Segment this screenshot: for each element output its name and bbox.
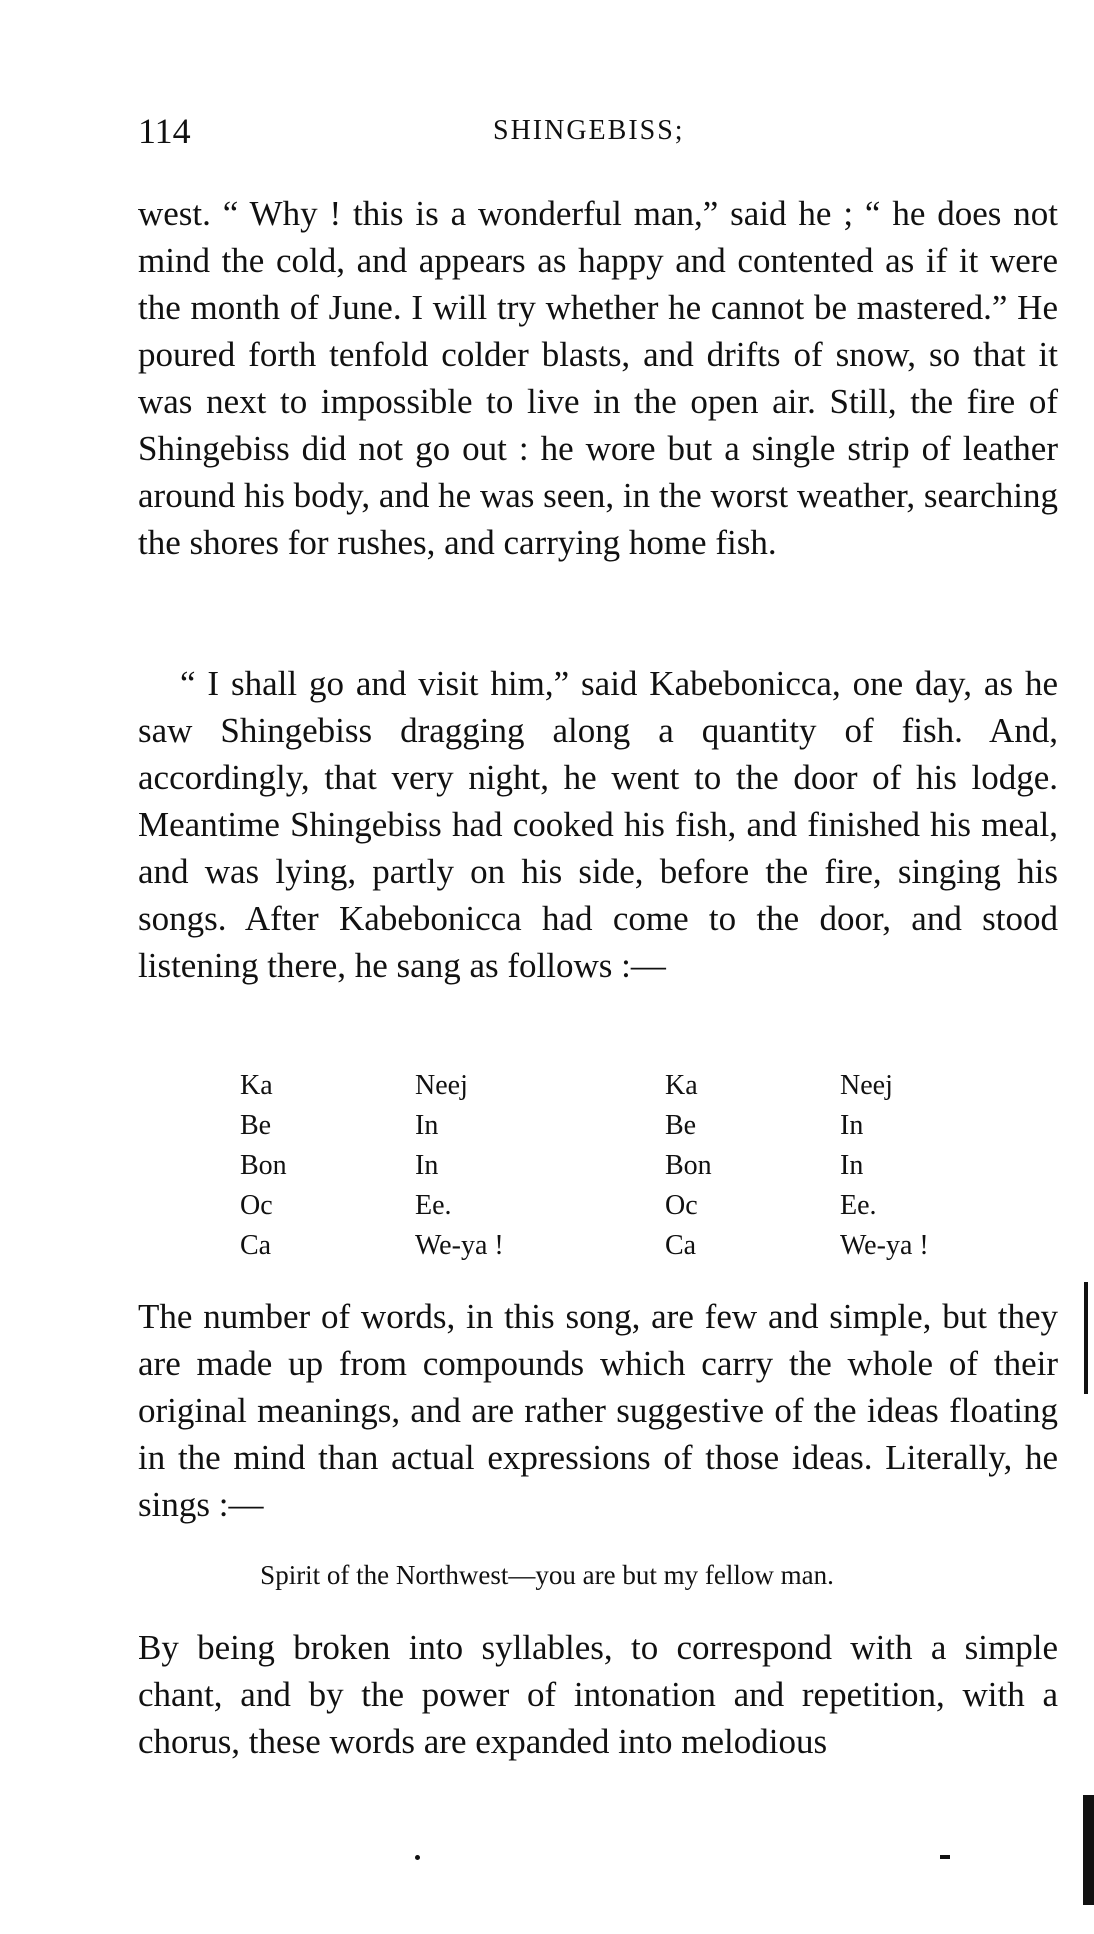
song-cell: Oc xyxy=(665,1190,698,1221)
song-cell: Ee. xyxy=(415,1190,452,1221)
song-cell: Ee. xyxy=(840,1190,877,1221)
song-cell: Neej xyxy=(415,1070,468,1101)
song-cell: In xyxy=(415,1150,439,1181)
song-cell: Neej xyxy=(840,1070,893,1101)
song-row xyxy=(240,1146,960,1186)
song-cell: Oc xyxy=(240,1190,273,1221)
song-cell: Be xyxy=(240,1110,272,1141)
song-cell: In xyxy=(840,1110,864,1141)
paragraph-2: “ I shall go and visit him,” said Kabebonicca, one day, as he saw Shingebiss dragging along a quantity of fish. And, accordingly, that very night, he went to the door of his lodge. Meantime Shingebiss had cooked his fish, and finished his meal, and was lying, partly on his side, before the fire, singing his songs. After Kabebonicca had come to the door, and stood listening there, he sang as follows :— xyxy=(138,664,1058,985)
running-head: SHINGEBISS; xyxy=(493,115,685,146)
paragraph-3: The number of words, in this song, are few and simple, but they are made up from compounds which carry the whole of their original meanings, and are rather suggestive of the ideas floating in the mind than actual expressions of those ideas. Literally, he sings :— xyxy=(138,1297,1058,1524)
song-cell: Ca xyxy=(665,1230,697,1261)
song-cell: In xyxy=(840,1150,864,1181)
song-row xyxy=(240,1226,960,1266)
song-cell: Ka xyxy=(665,1070,698,1101)
song-cell: Be xyxy=(665,1110,697,1141)
ink-speck xyxy=(940,1855,950,1859)
paragraph-4: By being broken into syllables, to correspond with a simple chant, and by the power of intonation and repetition, with a chorus, these words are expanded into melodious xyxy=(138,1628,1058,1761)
page-number: 114 xyxy=(138,111,191,151)
page-header xyxy=(138,108,1058,154)
song-row xyxy=(240,1106,960,1146)
song-row xyxy=(240,1186,960,1226)
scan-edge-mark xyxy=(1083,1795,1094,1905)
song-cell: In xyxy=(415,1110,439,1141)
song-cell: Bon xyxy=(665,1150,712,1181)
song-row xyxy=(240,1066,960,1106)
translated-verse: Spirit of the Northwest—you are but my fellow man. xyxy=(260,1560,834,1590)
song-cell: Bon xyxy=(240,1150,287,1181)
scan-edge-mark xyxy=(1084,1282,1088,1394)
ink-speck xyxy=(415,1855,420,1860)
song-table xyxy=(240,1066,960,1266)
song-cell: Ka xyxy=(240,1070,273,1101)
song-cell: Ca xyxy=(240,1230,272,1261)
song-cell: We-ya ! xyxy=(840,1230,929,1261)
song-cell: We-ya ! xyxy=(415,1230,504,1261)
paragraph-1: west. “ Why ! this is a wonderful man,” said he ; “ he does not mind the cold, and appears as happy and contented as if it were the month of June. I will try whether he cannot be mastered.” He poured forth tenfold colder blasts, and drifts of snow, so that it was next to impossible to live in the open air. Still, the fire of Shingebiss did not go out : he wore but a single strip of leather around his body, and he was seen, in the worst weather, searching the shores for rushes, and carrying home fish. xyxy=(138,194,1058,562)
